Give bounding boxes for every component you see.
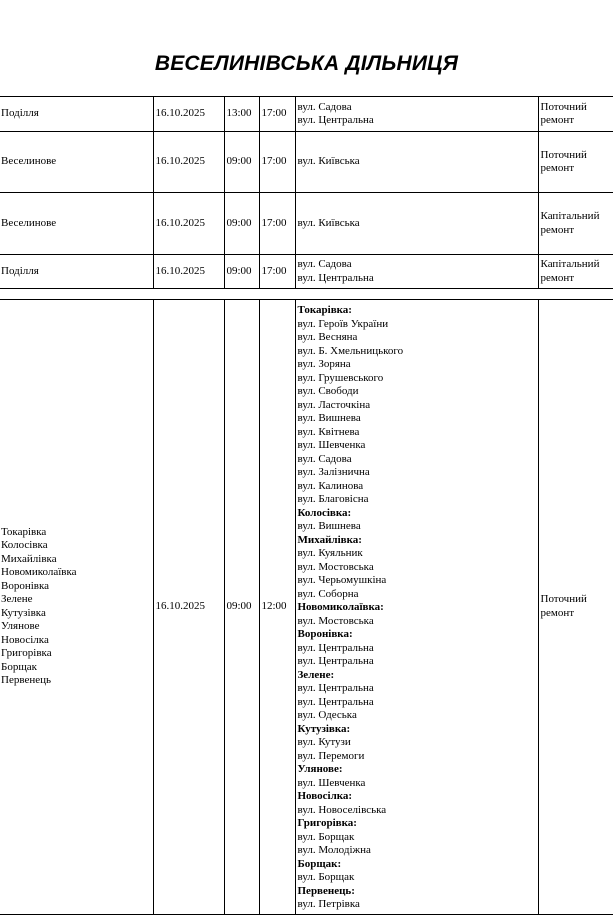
settlement-line: Первенець <box>1 674 52 687</box>
street-line: вул. Б. Хмельницького <box>297 344 404 357</box>
street-line: вул. Центральна <box>297 682 374 694</box>
start-time-cell: 09:00 <box>224 300 259 915</box>
street-line: вул. Центральна <box>297 641 374 654</box>
street-line: вул. Героїв України <box>297 317 389 330</box>
settlement-cell: Поділля <box>0 255 153 289</box>
street-line: вул. Борщак <box>297 830 355 843</box>
settlement-cell: Веселинове <box>0 193 153 255</box>
settlement-line: Новосілка <box>1 633 49 646</box>
street-line: вул. Борщак <box>297 871 355 883</box>
village-heading: Зелене: <box>297 668 335 681</box>
street-line: вул. Черьомушкіна <box>297 574 387 586</box>
street-line: вул. Центральна <box>297 114 374 126</box>
street-line: вул. Новоселівська <box>297 803 387 816</box>
settlement-list <box>1 526 151 688</box>
settlement-line: Колосівка <box>1 539 48 552</box>
street-line: вул. Залізнична <box>297 466 370 478</box>
village-heading: Кутузівка: <box>297 722 351 735</box>
date-cell: 16.10.2025 <box>153 193 224 255</box>
work-type-cell <box>538 193 613 255</box>
street-line: вул. Вишнева <box>297 520 361 532</box>
work-type-line: ремонт <box>540 606 575 619</box>
settlement-cell: Веселинове <box>0 132 153 193</box>
start-time-cell: 09:00 <box>224 193 259 255</box>
settlement-line: Зелене <box>1 593 33 606</box>
village-heading: Новосілка: <box>297 790 353 802</box>
table-row <box>0 255 613 289</box>
street-line: вул. Вишнева <box>297 412 361 424</box>
date-cell: 16.10.2025 <box>153 132 224 193</box>
village-heading: Борщак: <box>297 857 342 870</box>
streets-cell <box>295 132 538 193</box>
start-time-cell: 09:00 <box>224 132 259 193</box>
village-heading: Токарівка: <box>297 304 352 316</box>
date-cell: 16.10.2025 <box>153 255 224 289</box>
settlement-line: Воронівка <box>1 579 50 592</box>
street-line: вул. Молодіжна <box>297 844 371 856</box>
street-line: вул. Мостовська <box>297 614 374 627</box>
table-row <box>0 193 613 255</box>
village-heading: Колосівка: <box>297 506 352 519</box>
date-cell: 16.10.2025 <box>153 97 224 132</box>
village-heading: Воронівка: <box>297 628 353 640</box>
street-line: вул. Зоряна <box>297 358 351 370</box>
start-time-cell: 13:00 <box>224 97 259 132</box>
work-type-line: ремонт <box>540 271 575 284</box>
end-time-cell: 17:00 <box>259 132 295 193</box>
work-type-cell <box>538 300 613 915</box>
village-heading: Михайлівка: <box>297 533 362 546</box>
settlement-line: Борщак <box>1 660 38 673</box>
end-time-cell: 17:00 <box>259 97 295 132</box>
streets-cell <box>295 97 538 132</box>
work-type-cell <box>538 255 613 289</box>
work-type-cell <box>538 97 613 132</box>
street-line: вул. Київська <box>297 216 360 229</box>
street-line: вул. Шевченка <box>297 439 366 451</box>
settlement-line: Кутузівка <box>1 606 46 619</box>
outage-table-top <box>0 96 613 289</box>
street-line: вул. Садова <box>297 258 352 270</box>
street-line: вул. Грушевського <box>297 371 384 384</box>
street-line: вул. Центральна <box>297 695 374 708</box>
end-time-cell: 12:00 <box>259 300 295 915</box>
street-line: вул. Одеська <box>297 709 357 721</box>
page-title: ВЕСЕЛИНІВСЬКА ДІЛЬНИЦЯ <box>154 52 459 75</box>
street-line: вул. Благовісна <box>297 493 369 505</box>
settlement-cell: Поділля <box>0 97 153 132</box>
work-type-line: Поточний <box>540 148 587 161</box>
street-line: вул. Садова <box>297 452 352 465</box>
work-type-line: Поточний <box>540 100 587 113</box>
village-heading: Новомиколаївка: <box>297 601 384 613</box>
street-line: вул. Ласточкіна <box>297 398 371 411</box>
street-line: вул. Квітнева <box>297 425 360 438</box>
village-heading: Григорівка: <box>297 817 357 829</box>
work-type-line: Капітальний <box>540 258 600 270</box>
streets-cell <box>295 193 538 255</box>
work-type-line: ремонт <box>540 223 575 236</box>
table-row <box>0 300 613 915</box>
work-type-line: ремонт <box>540 162 575 174</box>
date-cell: 16.10.2025 <box>153 300 224 915</box>
street-line: вул. Куяльник <box>297 547 363 559</box>
settlements-cell <box>0 300 153 915</box>
street-line: вул. Калинова <box>297 479 364 492</box>
street-line: вул. Центральна <box>297 271 374 284</box>
street-line: вул. Садова <box>297 100 352 113</box>
settlement-line: Григорівка <box>1 647 52 660</box>
street-line: вул. Кутузи <box>297 736 351 748</box>
settlement-line: Новомиколаївка <box>1 566 77 579</box>
street-line: вул. Петрівка <box>297 898 360 910</box>
village-heading: Первенець: <box>297 884 355 897</box>
street-line: вул. Перемоги <box>297 749 365 762</box>
street-line: вул. Весняна <box>297 331 358 343</box>
outage-table-bottom <box>0 299 613 915</box>
table-row <box>0 132 613 193</box>
end-time-cell: 17:00 <box>259 193 295 255</box>
work-type-line: Капітальний <box>540 210 600 222</box>
street-list <box>298 300 536 914</box>
street-line: вул. Мостовська <box>297 560 374 573</box>
start-time-cell: 09:00 <box>224 255 259 289</box>
settlement-line: Михайлівка <box>1 552 57 565</box>
work-type-line: ремонт <box>540 114 575 126</box>
work-type-cell <box>538 132 613 193</box>
street-line: вул. Київська <box>297 155 360 168</box>
street-line: вул. Свободи <box>297 385 359 397</box>
end-time-cell: 17:00 <box>259 255 295 289</box>
streets-cell <box>295 300 538 915</box>
village-heading: Улянове: <box>297 763 343 775</box>
streets-cell <box>295 255 538 289</box>
street-line: вул. Соборна <box>297 587 359 600</box>
table-row <box>0 97 613 132</box>
settlement-line: Токарівка <box>1 525 47 538</box>
street-line: вул. Шевченка <box>297 776 366 789</box>
settlement-line: Улянове <box>1 620 40 633</box>
work-type-line: Поточний <box>540 593 587 606</box>
street-line: вул. Центральна <box>297 655 374 667</box>
